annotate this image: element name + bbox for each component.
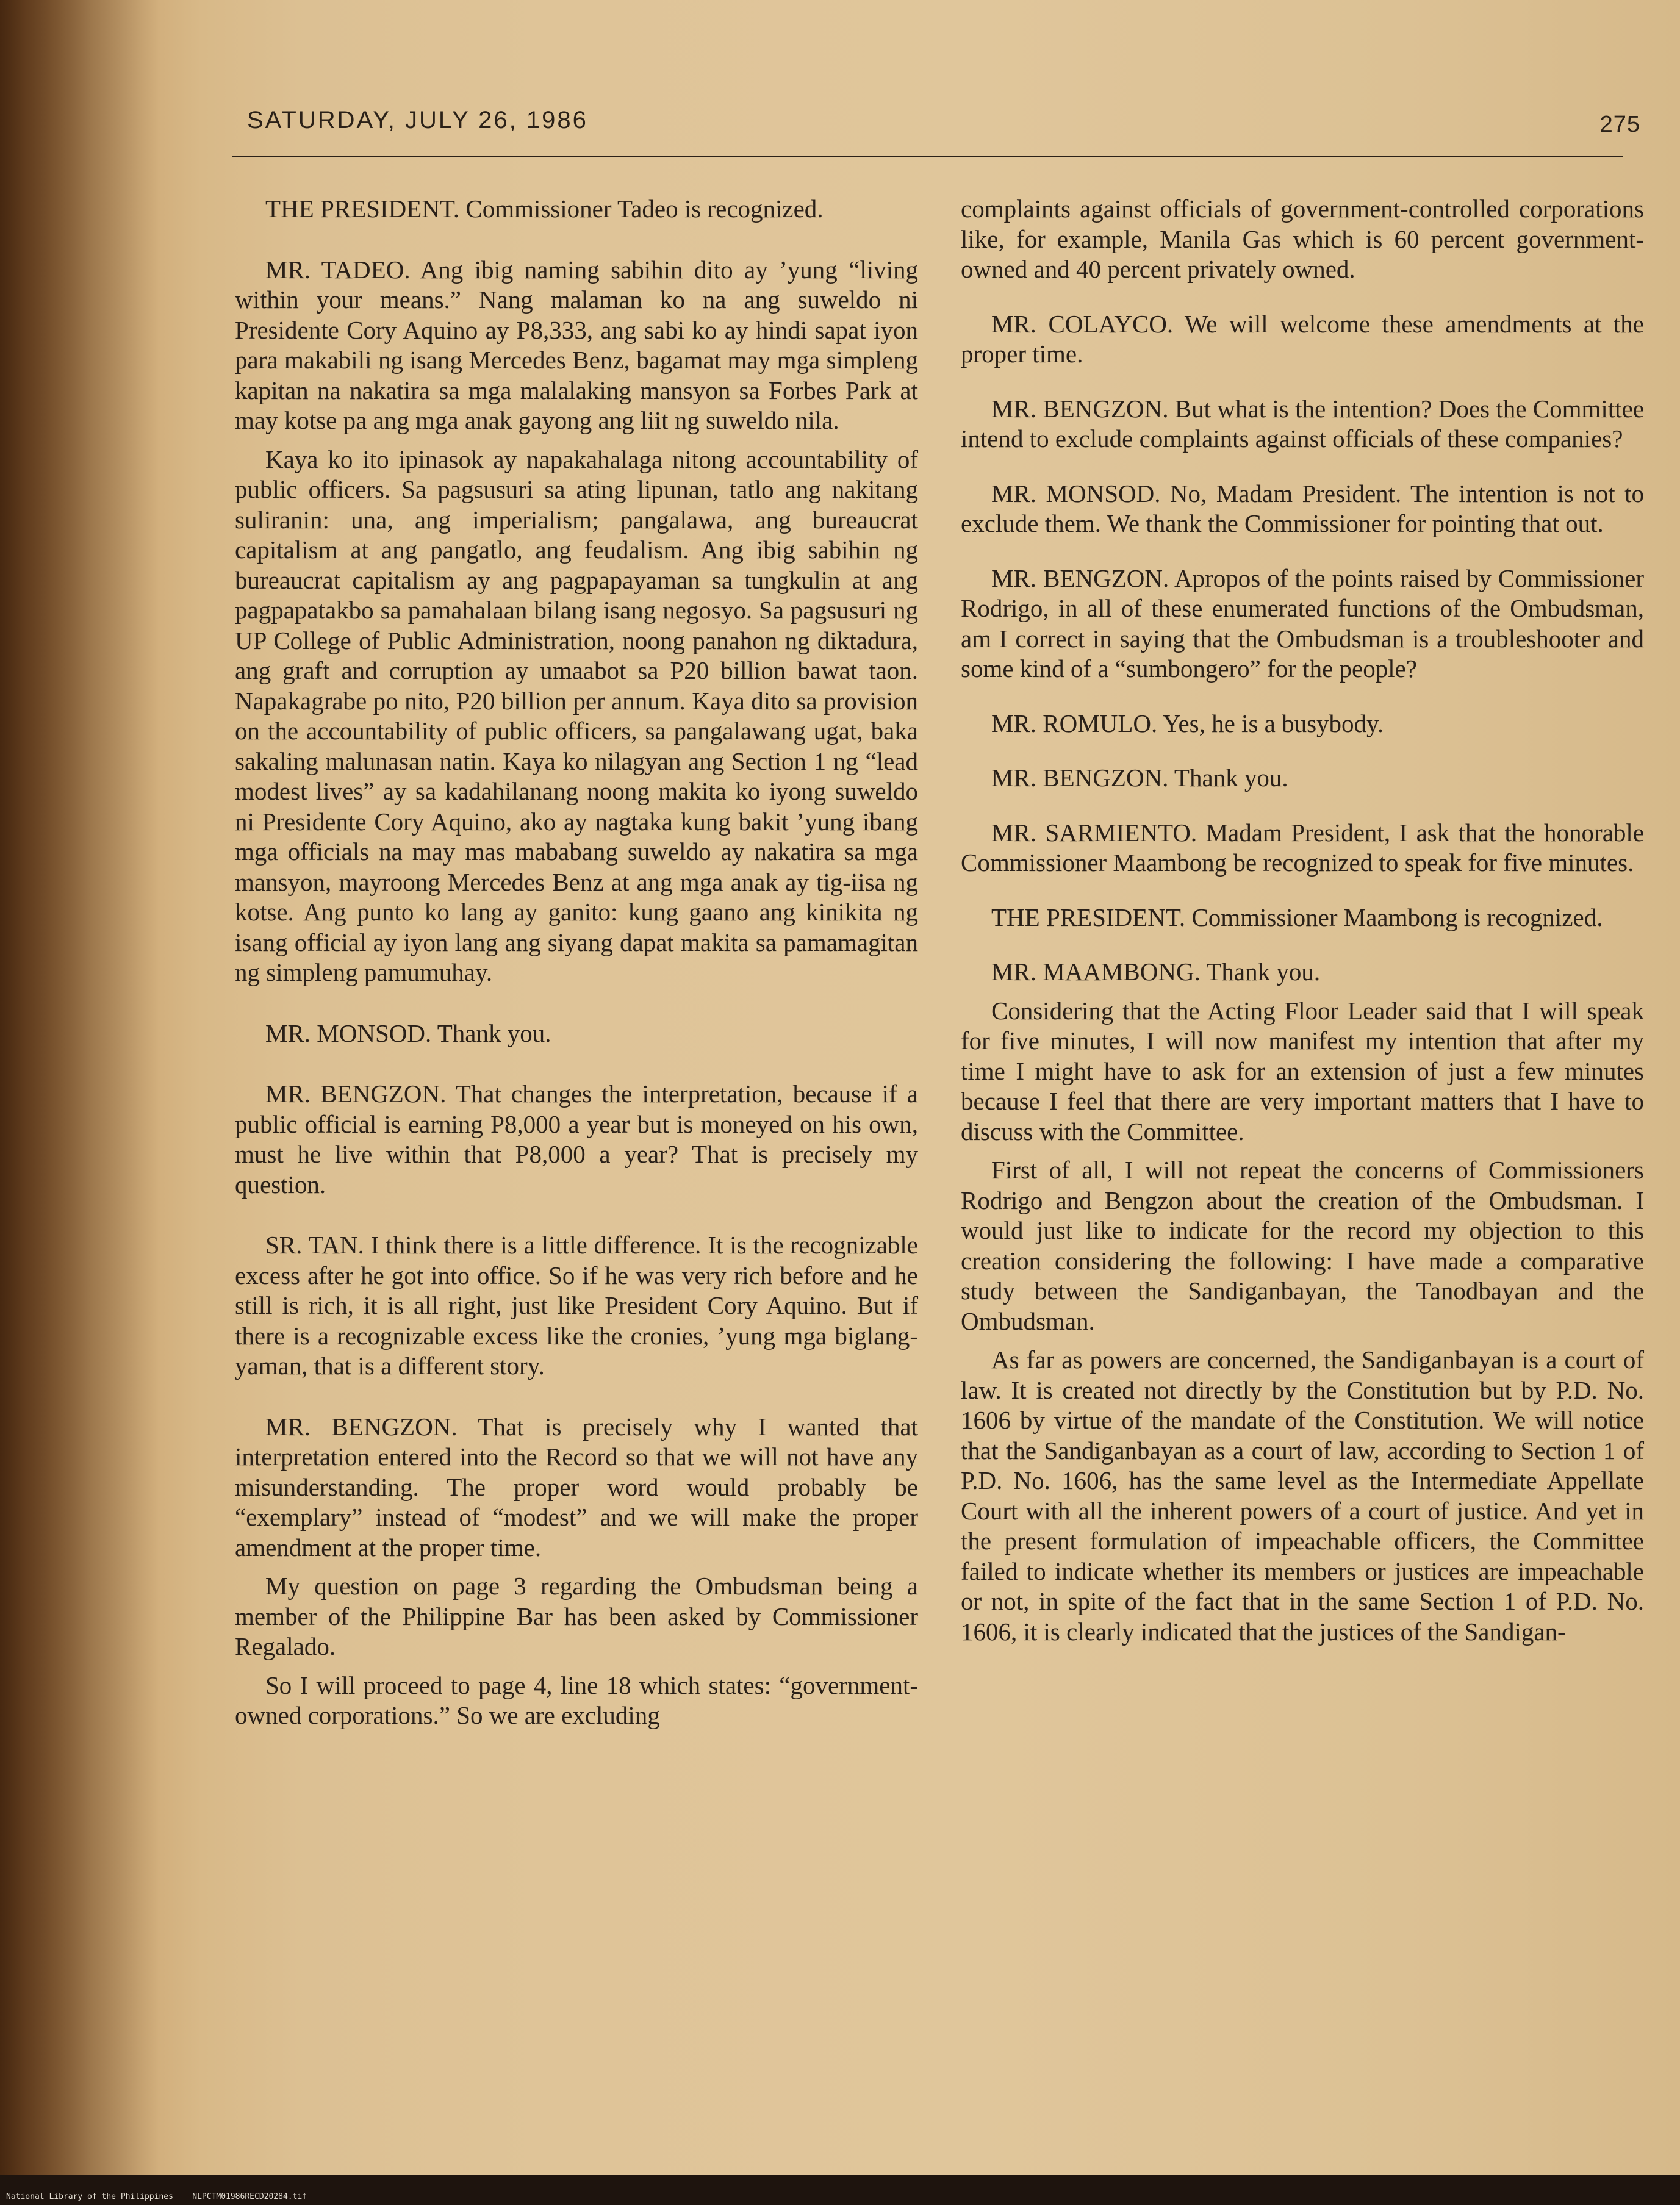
paragraph: MR. COLAYCO. We will welcome these amendments at the proper time. (961, 309, 1644, 368)
paragraph: Considering that the Acting Floor Leader said that I will speak for five minutes, I will now manifest my intention that after my time I might have to ask for an extension of just a few minutes because I feel that there are very important matters that I have to discuss with the Committee. (961, 996, 1644, 1146)
book-gutter-shadow (0, 0, 159, 2175)
paragraph: MR. BENGZON. That is precisely why I wanted that interpretation entered into the Record so that we will not have any misunderstanding. The proper word would probably be “exemplary” instead of “modest” and we will make the proper amendment at the proper time. (235, 1412, 918, 1561)
paragraph: MR. MONSOD. No, Madam President. The intention is not to exclude them. We thank the Commissioner for pointing that out. (961, 479, 1644, 537)
paragraph: MR. MONSOD. Thank you. (265, 1019, 551, 1047)
paragraph: MR. TADEO. Ang ibig naming sabihin dito ay ’yung “living within your means.” Nang malaman ko na ang suweldo ni Presidente Cory Aquino ay P8,333, ang sabi ko ay hindi sapat iyon para makabili ng isang Mercedes Benz, bagamat may mga simpleng kapitan na nakatira sa mga malalaking mansyon sa Forbes Park at may kotse pa ang mga anak gayong ang liit ng suweldo nila. (235, 255, 918, 434)
paragraph: First of all, I will not repeat the concerns of Commissioners Rodrigo and Bengzon about the creation of the Ombudsman. I would just like to indicate for the record my objection to this creation considering the following: I have made a comparative study between the Sandiganbayan, the Tanodbayan and the Ombudsman. (961, 1156, 1644, 1335)
paragraph: MR. BENGZON. That changes the interpretation, because if a public official is earning P8,000 a year but is moneyed on his own, must he live within that P8,000 a year? That is precisely my question. (235, 1080, 918, 1199)
header-date: SATURDAY, JULY 26, 1986 (247, 107, 588, 134)
paragraph: MR. BENGZON. But what is the intention? Does the Committee intend to exclude complaints against officials of these companies? (961, 394, 1644, 453)
paragraph: My question on page 3 regarding the Ombudsman being a member of the Philippine Bar has been asked by Commissioner Regalado. (235, 1572, 918, 1660)
paragraph: MR. SARMIENTO. Madam President, I ask that the honorable Commissioner Maambong be recognized to speak for five minutes. (961, 818, 1644, 877)
paragraph: As far as powers are concerned, the Sandiganbayan is a court of law. It is created not directly by the Constitution but by P.D. No. 1606 by virtue of the mandate of the Constitution. We will notice that the Sandiganbayan as a court of law, according to Section 1 of P.D. No. 1606, has the same level as the Intermediate Appellate Court with all the inherent powers of a court of justice. And yet in the present formulation of impeachable officers, the Committee failed to indicate whether its members or justices are impeachable or not, in spite of the fact that in the same Section 1 of P.D. No. 1606, it is clearly indicated that the justices of the Sandigan- (961, 1346, 1644, 1646)
paragraph: So I will proceed to page 4, line 18 which states: “government-owned corporations.” So we are excluding (235, 1671, 918, 1729)
paragraph: SR. TAN. I think there is a little difference. It is the recognizable excess after he got into office. So if he was very rich before and he still is rich, it is all right, just like President Cory Aquino. But if there is a recognizable excess like the cronies, ’yung mga biglang-yaman, that is a different story. (235, 1231, 918, 1380)
paragraph: THE PRESIDENT. Commissioner Tadeo is recognized. (265, 195, 824, 223)
paragraph: Kaya ko ito ipinasok ay napakahalaga nitong accountability of public officers. Sa pagsusuri sa ating lipunan, tatlo ang nakitang suliranin: una, ang imperialism; pangalawa, ang bureaucrat capitalism at ang pangatlo, ang feudalism. Ang ibig sabihin ng bureaucrat capitalism ay ang pagpapayaman sa tungkulin at ang pagpapatakbo sa pamahalaan bilang isang negosyo. Sa pagsusuri ng UP College of Public Administration, noong panahon ng diktadura, ang graft and corruption ay umaabot sa P20 billion bawat taon. Napakagrabe po nito, P20 billion per annum. Kaya dito sa provision on the accountability of public officers, sa pangalawang ugat, baka sakaling malunasan natin. Kaya ko nilagyan ang Section 1 ng “lead modest lives” ay sa kadahilanang noong makita ko iyong suweldo ni Presidente Cory Aquino, ako ay nagtaka kung bakit ’yung ibang mga officials na may mas mababang suweldo ay nakatira sa mga mansyon, mayroong Mercedes Benz at ang mga anak ay tig-iisa ng kotse. Ang punto ko lang ay ganito: kung gaano ang kinikita ng isang official ay iyon lang ang siyang dapat makita sa pamamagitan ng simpleng pamumuhay. (235, 445, 918, 986)
paragraph: complaints against officials of government-controlled corporations like, for example, Manila Gas which is 60 percent government-owned and 40 percent privately owned. (961, 195, 1644, 283)
header-rule (232, 156, 1623, 157)
header-page-number: 275 (1599, 112, 1640, 137)
scan-footer (0, 2175, 1680, 2205)
paragraph: MR. BENGZON. Thank you. (991, 764, 1288, 792)
paragraph: MR. ROMULO. Yes, he is a busybody. (991, 709, 1384, 737)
paragraph: THE PRESIDENT. Commissioner Maambong is recognized. (991, 903, 1603, 931)
paragraph: MR. BENGZON. Apropos of the points raised by Commissioner Rodrigo, in all of these enumerated functions of the Ombudsman, am I correct in saying that the Ombudsman is a troubleshooter and some kind of a “sumbongero” for the people? (961, 564, 1644, 683)
left-column (235, 194, 918, 1731)
right-column (961, 194, 1644, 1647)
paragraph: MR. MAAMBONG. Thank you. (991, 958, 1321, 986)
scan-source-label: National Library of the Philippines NLPCTM01986RECD20284.tif (6, 2192, 307, 2201)
